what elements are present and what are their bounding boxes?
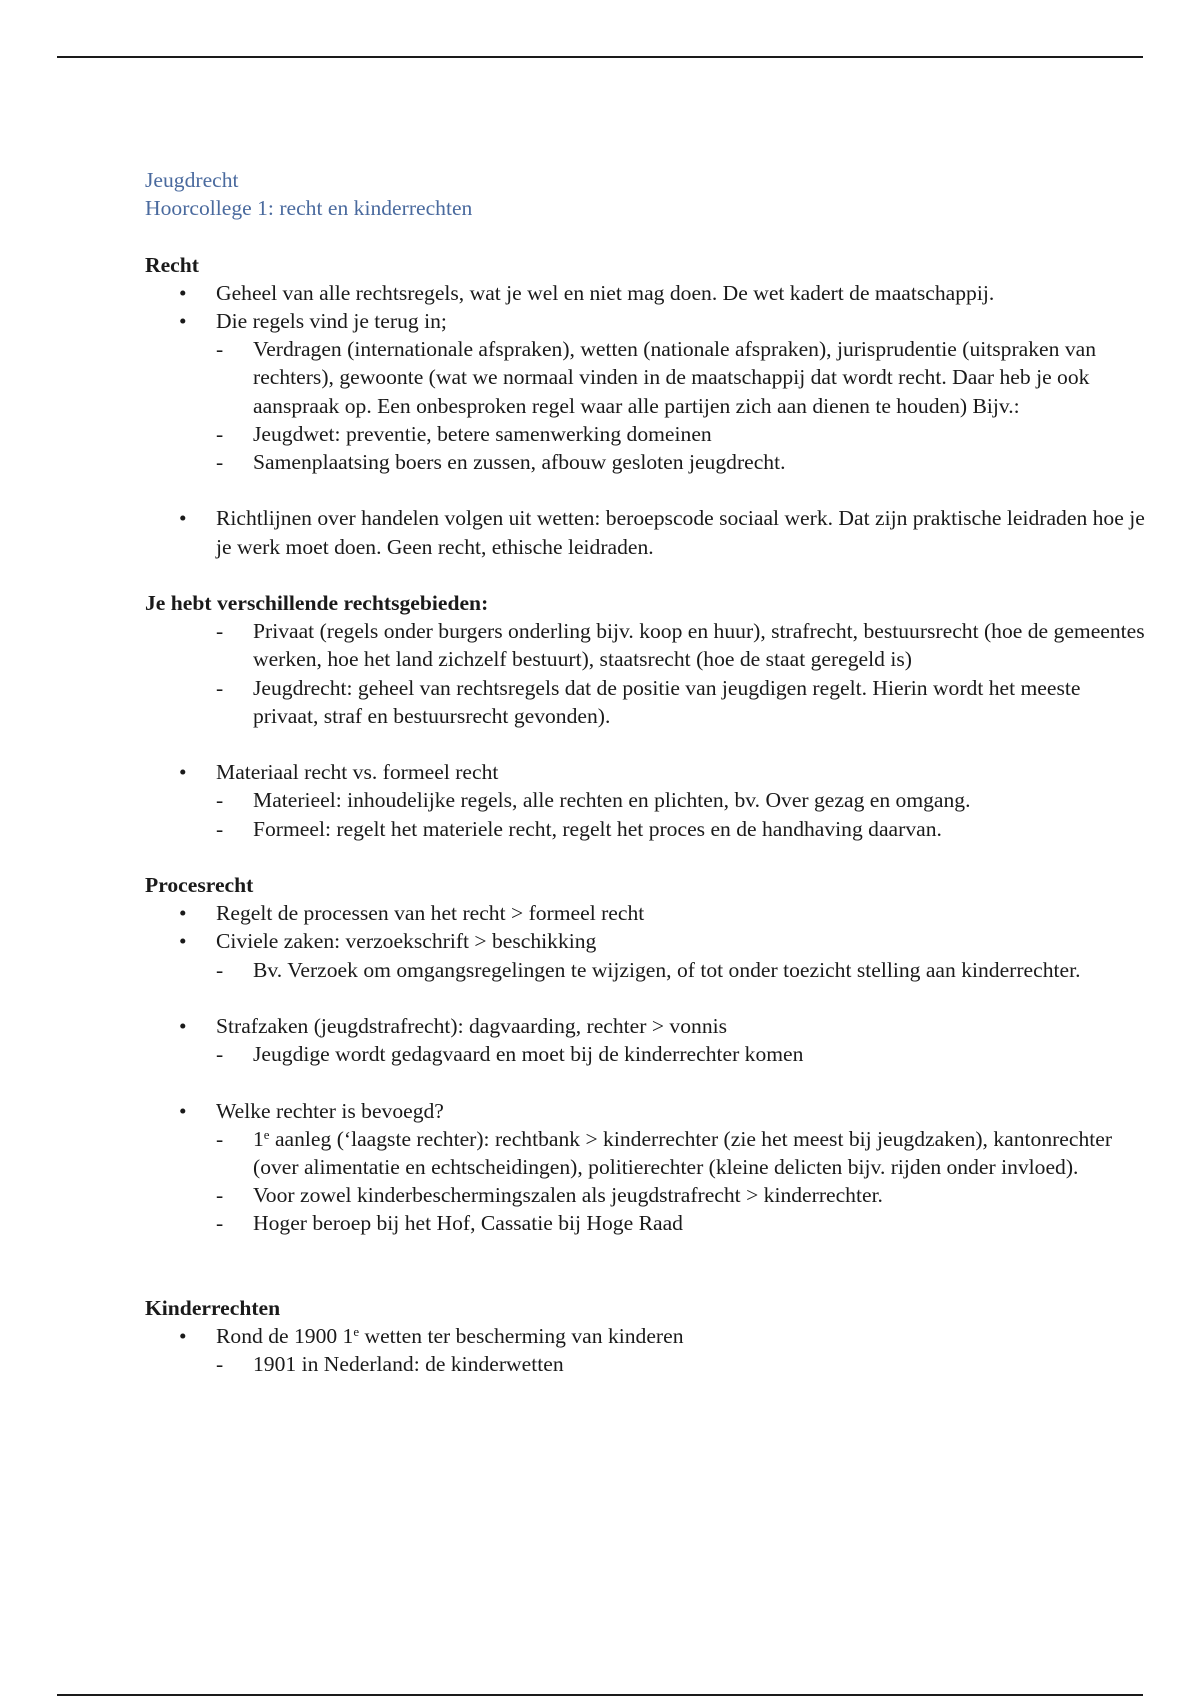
bullet-marker: •	[179, 1014, 187, 1038]
list-item: - Materieel: inhoudelijke regels, alle rechten en plichten, bv. Over gezag en omgang.	[145, 786, 1145, 814]
footer-rule	[57, 1694, 1143, 1696]
bullet-marker: •	[179, 506, 187, 531]
list-item: • Regelt de processen van het recht > formeel recht	[145, 899, 1145, 927]
bullet-marker: •	[179, 280, 187, 305]
bullet-marker: •	[179, 929, 187, 954]
list-item: - 1e aanleg (‘laagste rechter): rechtbank > kinderrechter (zie het meest bij jeugdzaken), kantonrechter (over alimentatie en echtscheidingen), politierechter (kleine delicten bijv. rijden onder invloed).	[216, 1126, 1113, 1179]
bullet-list	[145, 1322, 1145, 1350]
dash-marker: -	[216, 337, 224, 362]
dash-list	[145, 956, 1145, 984]
bullet-list	[145, 279, 1145, 335]
dash-marker: -	[216, 788, 224, 813]
list-item: • Materiaal recht vs. formeel recht	[145, 758, 1145, 786]
document-title: Jeugdrecht	[145, 168, 239, 192]
dash-list	[145, 617, 1145, 730]
bullet-marker: •	[179, 901, 187, 926]
bullet-list	[145, 504, 1145, 560]
dash-marker: -	[216, 1183, 224, 1208]
list-item: • Geheel van alle rechtsregels, wat je wel en niet mag doen. De wet kadert de maatschappij.	[145, 279, 1145, 307]
section-heading-recht: Recht	[145, 252, 199, 277]
dash-marker: -	[216, 957, 224, 982]
bullet-marker: •	[179, 760, 187, 785]
dash-marker: -	[216, 1126, 224, 1151]
list-item: • Rond de 1900 1e wetten ter bescherming van kinderen	[145, 1322, 1145, 1350]
document-subtitle: Hoorcollege 1: recht en kinderrechten	[145, 196, 473, 221]
bullet-list	[145, 1097, 1145, 1125]
dash-marker: -	[216, 421, 224, 446]
list-item: - Bv. Verzoek om omgangsregelingen te wijzigen, of tot onder toezicht stelling aan kinderrechter.	[145, 956, 1145, 984]
list-item: - Formeel: regelt het materiele recht, regelt het proces en de handhaving daarvan.	[145, 815, 1145, 843]
list-item: • Die regels vind je terug in;	[145, 307, 1145, 335]
dash-marker: -	[216, 1352, 224, 1377]
list-item: - Verdragen (internationale afspraken), wetten (nationale afspraken), jurisprudentie (uitspraken van rechters), gewoonte (wat we normaal vinden in de maatschappij dat wordt recht. Daar heb je ook aanspraak op. Een onbesproken regel waar alle partijen zich aan dienen te houden) Bijv.:	[216, 337, 1096, 418]
list-item: - Voor zowel kinderbeschermingszalen als jeugdstrafrecht > kinderrechter.	[145, 1181, 1145, 1209]
dash-marker: -	[216, 1211, 224, 1236]
list-item: - Jeugdige wordt gedagvaard en moet bij de kinderrechter komen	[145, 1040, 1145, 1068]
dash-list	[145, 1125, 1145, 1238]
dash-list	[145, 1040, 1145, 1068]
bullet-marker: •	[179, 1098, 187, 1123]
dash-marker: -	[216, 675, 224, 700]
list-item: - Privaat (regels onder burgers onderling bijv. koop en huur), strafrecht, bestuursrecht (hoe de gemeentes werken, hoe het land zichzelf bestuurt), staatsrecht (hoe de staat geregeld is)	[216, 619, 1145, 672]
bullet-list	[145, 758, 1145, 786]
dash-marker: -	[216, 1042, 224, 1067]
section-heading-kinderrechten: Kinderrechten	[145, 1296, 281, 1320]
dash-marker: -	[216, 450, 224, 475]
list-item: • Civiele zaken: verzoekschrift > beschikking	[145, 927, 1145, 955]
dash-marker: -	[216, 619, 224, 644]
list-item: - Jeugdrecht: geheel van rechtsregels dat de positie van jeugdigen regelt. Hierin wordt het meeste privaat, straf en bestuursrecht gevonden).	[216, 675, 1081, 728]
bullet-list	[145, 899, 1145, 955]
list-item: • Welke rechter is bevoegd?	[145, 1097, 1145, 1125]
list-item: - Samenplaatsing boers en zussen, afbouw gesloten jeugdrecht.	[145, 448, 1145, 476]
dash-list	[145, 335, 1145, 476]
bullet-marker: •	[179, 1324, 187, 1349]
dash-marker: -	[216, 816, 224, 841]
document-body	[145, 166, 1145, 1379]
bullet-list	[145, 1012, 1145, 1040]
header-rule	[57, 56, 1143, 58]
list-item: • Richtlijnen over handelen volgen uit wetten: beroepscode sociaal werk. Dat zijn praktische leidraden hoe je je werk moet doen. Geen recht, ethische leidraden.	[179, 506, 1145, 559]
bullet-marker: •	[179, 309, 187, 333]
dash-list	[145, 786, 1145, 842]
dash-list	[145, 1350, 1145, 1378]
section-heading-rechtsgebieden: Je hebt verschillende rechtsgebieden:	[145, 591, 489, 615]
list-item: - Hoger beroep bij het Hof, Cassatie bij Hoge Raad	[145, 1209, 1145, 1237]
list-item: - Jeugdwet: preventie, betere samenwerking domeinen	[145, 420, 1145, 448]
list-item: • Strafzaken (jeugdstrafrecht): dagvaarding, rechter > vonnis	[145, 1012, 1145, 1040]
list-item: - 1901 in Nederland: de kinderwetten	[145, 1350, 1145, 1378]
section-heading-procesrecht: Procesrecht	[145, 873, 254, 897]
